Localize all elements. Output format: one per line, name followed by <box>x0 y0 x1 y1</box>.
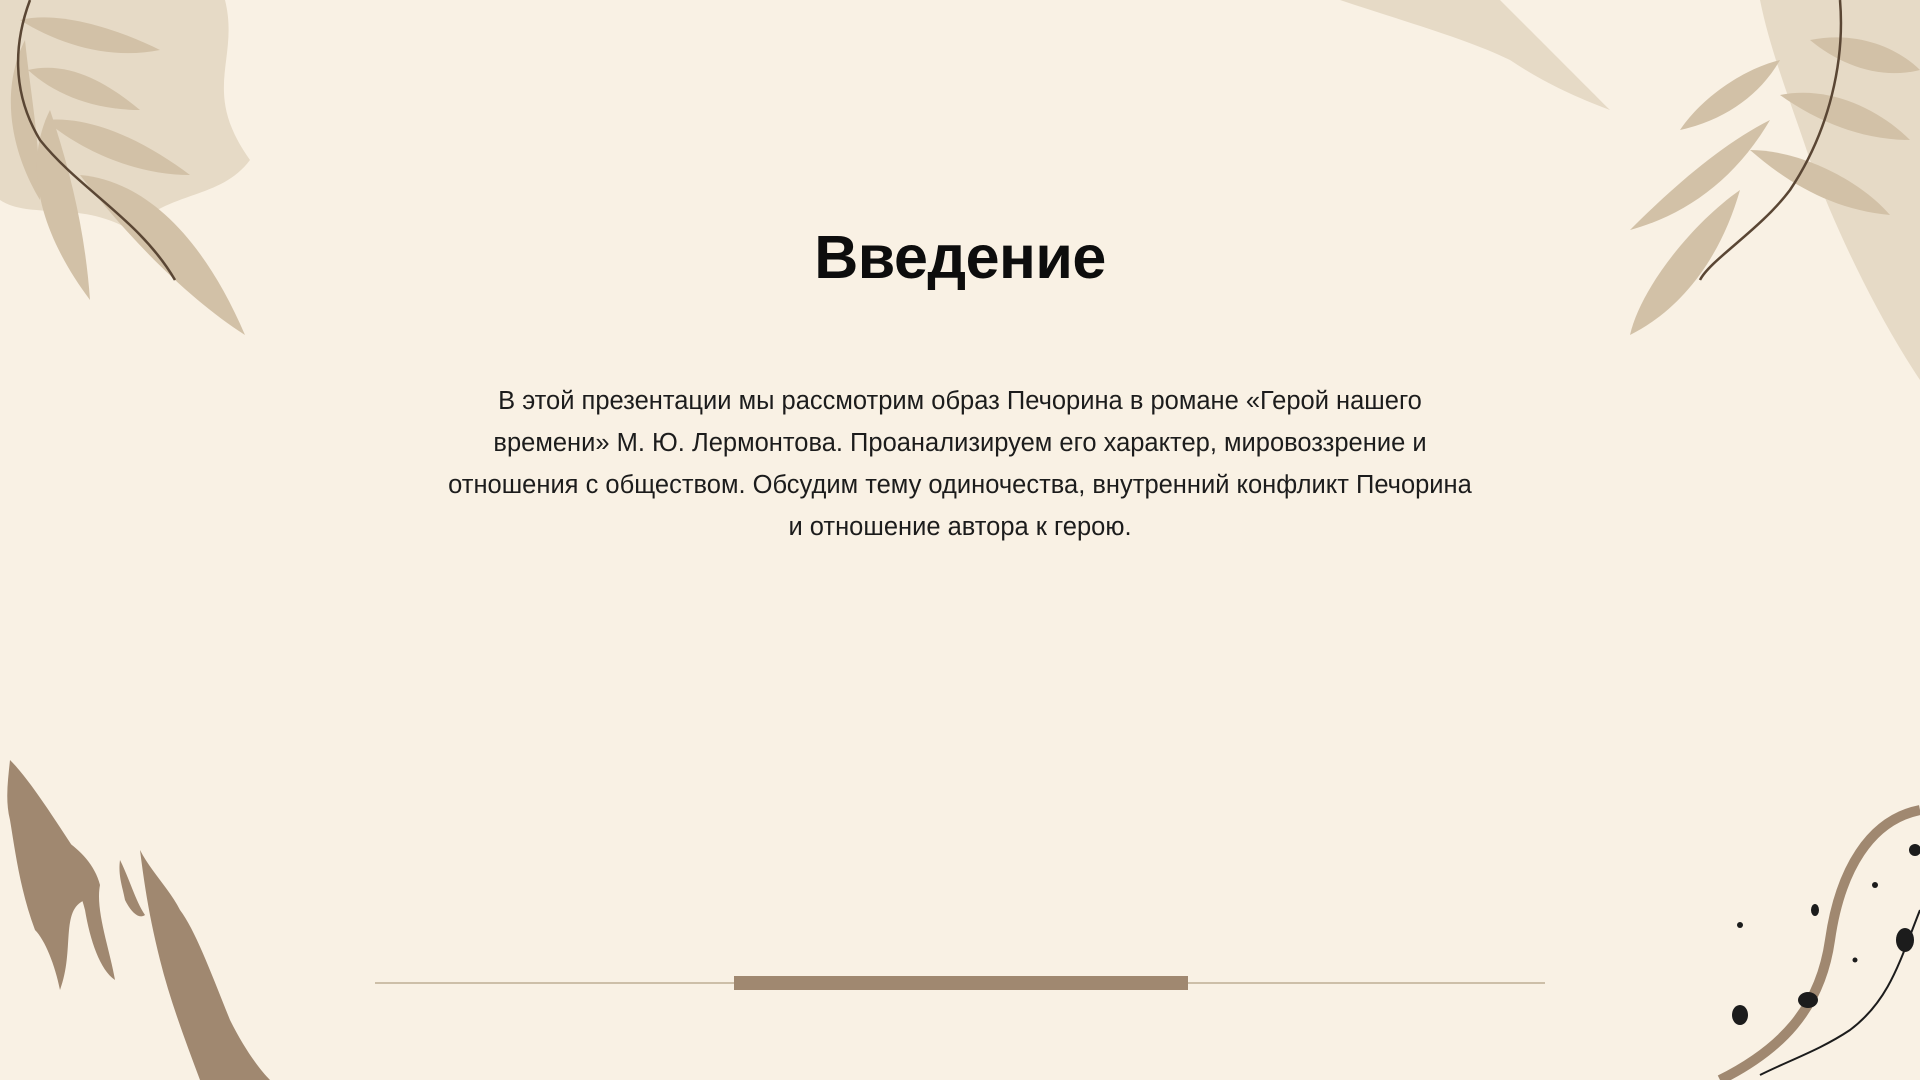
leaf-decoration-top-left <box>0 0 270 350</box>
squiggle-decoration-bottom-right <box>1700 790 1920 1080</box>
slide-title: Введение <box>814 223 1106 291</box>
slide-body-text: В этой презентации мы рассмотрим образ Печорина в романе «Герой нашего времени» М. Ю. Лермонтова. Проанализируем его характер, мировоззрение и отношения с обществом. Обсудим тему одиночества, внутренний конфликт Печорина и отношение автора к герою. <box>448 387 1472 541</box>
leaf-decoration-top-right <box>1340 0 1920 380</box>
brush-decoration-bottom-left <box>0 740 300 1080</box>
divider-accent-bar <box>734 976 1188 990</box>
